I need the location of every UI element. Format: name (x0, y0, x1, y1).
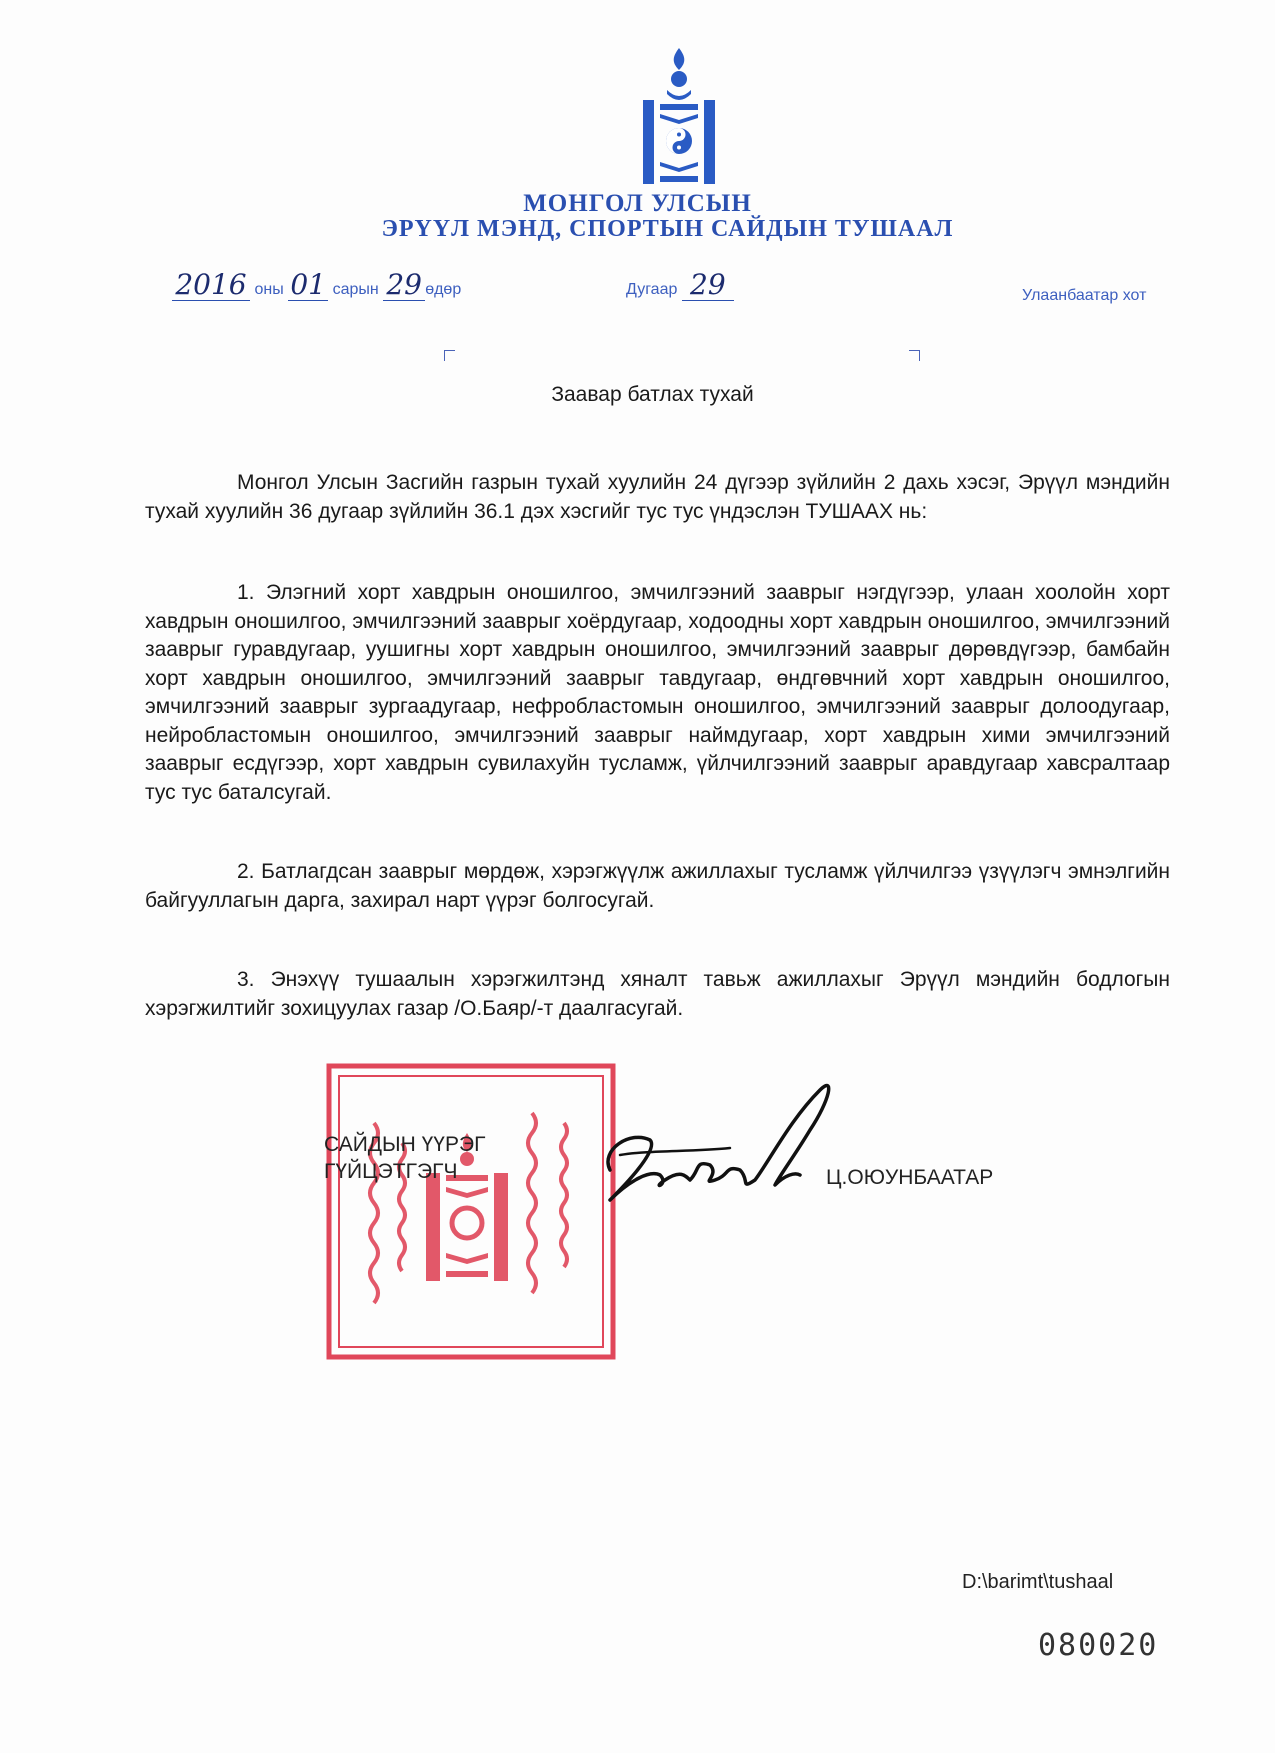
date-day: 29 (383, 270, 425, 301)
date-month: 01 (288, 270, 328, 301)
header-country: МОНГОЛ УЛСЫН (523, 190, 752, 217)
order-number: 29 (682, 270, 734, 301)
date-year: 2016 (172, 270, 250, 301)
date-month-label: сарын (332, 281, 379, 298)
document-title: Заавар батлах тухай (551, 383, 754, 406)
serial-number: 080020 (1038, 1628, 1159, 1663)
file-path: D:\barimt\tushaal (962, 1571, 1114, 1593)
signatory-title-line1: САЙДЫН ҮҮРЭГ (324, 1133, 486, 1156)
date-field (172, 270, 461, 301)
paragraph-item-3: 3. Энэхүү тушаалын хэрэгжилтэнд хяналт тавьж ажиллахыг Эрүүл мэндийн бодлогын хэрэгжилтийг зохицуулах газар /О.Баяр/-т даалгасугай. (145, 968, 1170, 1020)
official-stamp-icon (326, 1063, 616, 1360)
order-number-field (626, 270, 734, 301)
paragraph-intro: Монгол Улсын Засгийн газрын тухай хуулийн 24 дүгээр зүйлийн 2 дахь хэсэг, Эрүүл мэндийн тухай хуулийн 36 дугаар зүйлийн 36.1 дэх хэсгийг тус тус үндэслэн ТУШААХ нь: (145, 471, 1170, 523)
paragraph-item-2: 2. Батлагдсан зааврыг мөрдөж, хэрэгжүүлж ажиллахыг тусламж үйлчилгээ үзүүлэгч эмнэлгийн байгууллагын дарга, захирал нарт үүрэг болгосугай. (145, 860, 1170, 912)
handwritten-signature-icon (590, 1080, 850, 1230)
date-year-label: оны (254, 281, 284, 298)
date-day-label: өдөр (425, 281, 462, 298)
signatory-title-line2: ГҮЙЦЭТГЭГЧ (324, 1160, 458, 1183)
title-corner-right (909, 350, 920, 361)
soyombo-emblem-icon (643, 48, 715, 188)
title-corner-left (444, 350, 455, 361)
signatory-name: Ц.ОЮУНБААТАР (826, 1166, 994, 1189)
paragraph-item-1: 1. Элэгний хорт хавдрын оношилгоо, эмчилгээний зааврыг нэгдүгээр, улаан хоолойн хорт хавдрын оношилгоо, эмчилгээний зааврыг хоёрдугаар, ходоодны хорт хавдрын оношилгоо, эмчилгээний зааврыг гуравдугаар, уушигны хорт хавдрын оношилгоо, эмчилгээний зааврыг дөрөвдүгээр, бамбайн хорт хавдрын оношилгоо, эмчилгээний зааврыг тавдугаар, өндгөвчний хорт хавдрын оношилгоо, эмчилгээний зааврыг зургаадугаар, нефробластомын оношилгоо, эмчилгээний зааврыг долоодугаар, нейробластомын оношилгоо, эмчилгээний зааврыг наймдугаар, хорт хавдрын хими эмчилгээний зааврыг есдүгээр, хорт хавдрын сувилахуйн тусламж, үйлчилгээний зааврыг аравдугаар хавсралтаар тус тус баталсугай. (145, 581, 1170, 804)
order-number-label: Дугаар (626, 281, 678, 298)
city-label: Улаанбаатар хот (1022, 287, 1147, 304)
header-ministry-order: ЭРҮҮЛ МЭНД, СПОРТЫН САЙДЫН ТУШААЛ (381, 216, 954, 242)
signatory-title (324, 1131, 485, 1185)
